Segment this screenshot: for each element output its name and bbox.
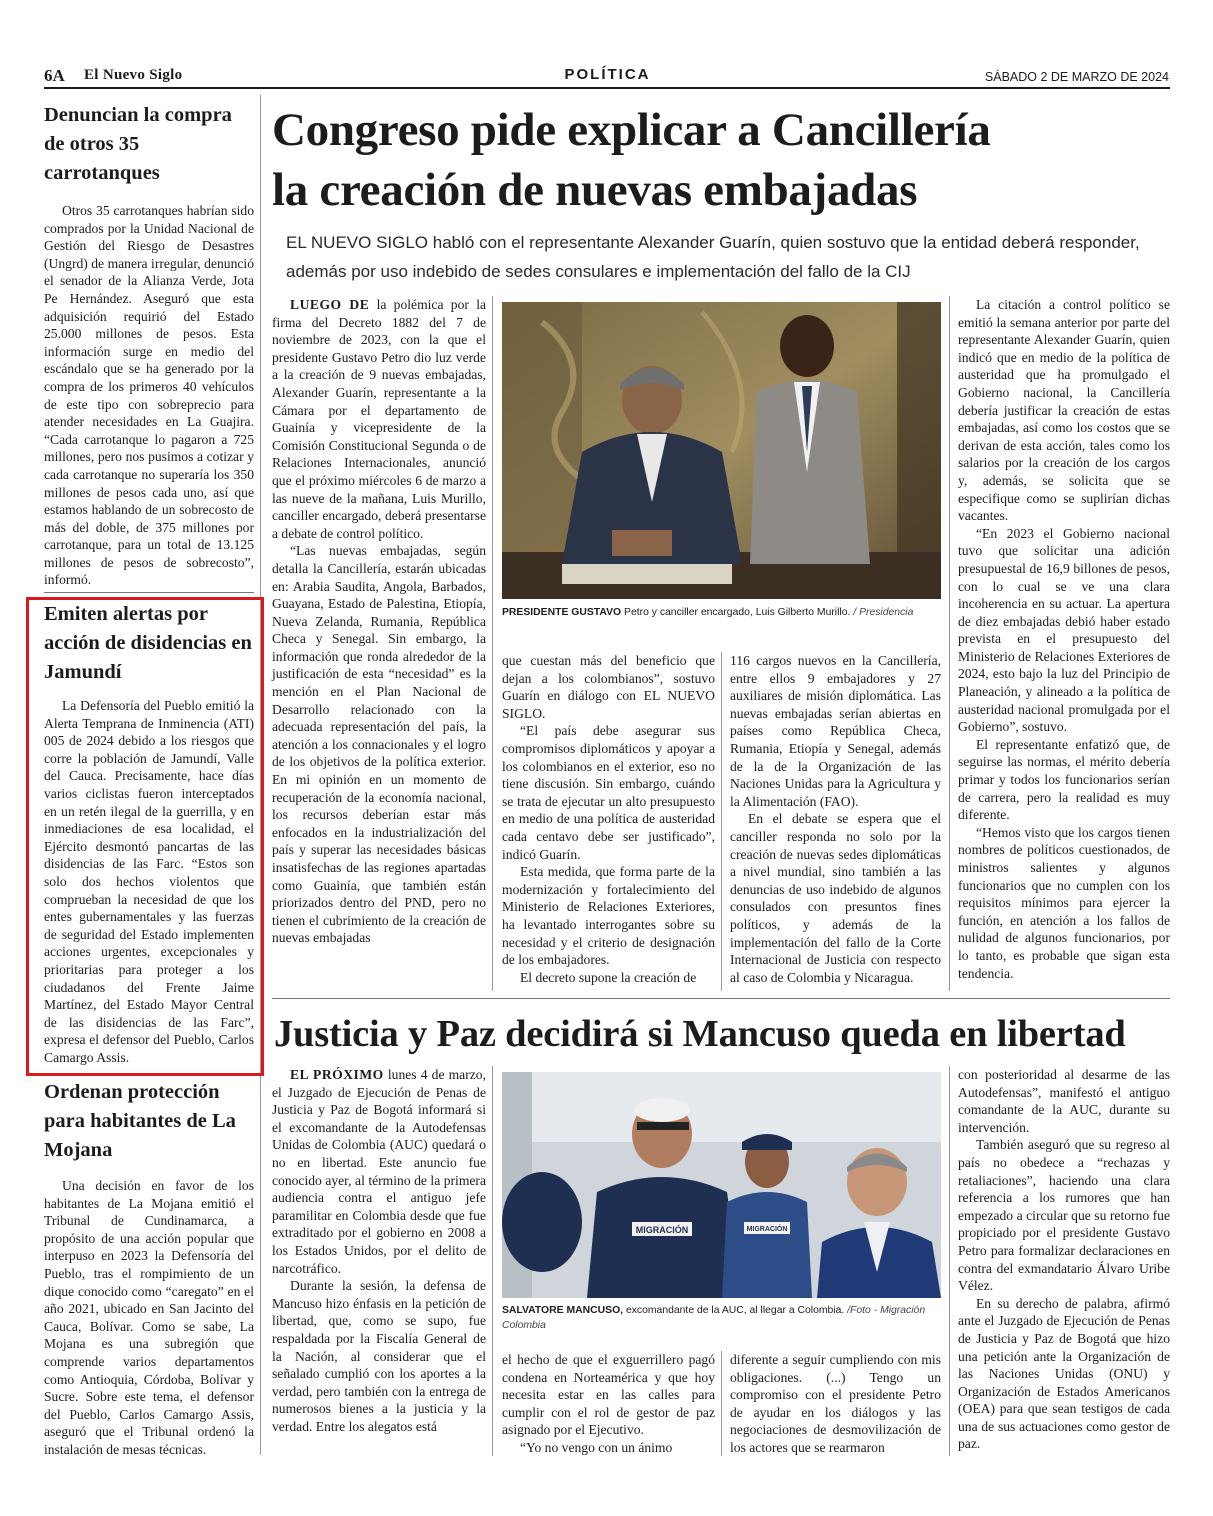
sidebar-story-jamundi — [44, 600, 254, 1066]
second-column-1: EL PRÓXIMO lunes 4 de marzo, el Juzgado de Ejecución de Penas de Justicia y Paz de Bogotá informará si el excomandante de la Autodefensas Unidas de Colombia (AUC) quedará o no en libertad. Este anuncio fue conocido ayer, al término de la primera audiencia contra el antiguo jefe paramilitar en Colombia desde que fue extraditado por el gobierno en 2008 a los Estados Unidos, por el delito de narcotráfico. Durante la sesión, la defensa de Mancuso hizo énfasis en la petición de libertad, que, como se supo, fue respaldada por la Fiscalía General de la Nación, al considerar que el señalado cumplió con los aportes a la verdad, pero también con la entrega de numerosos bienes a la justicia y la verdad. Entre los alegatos está — [272, 1067, 486, 1434]
main-headline: Congreso pide explicar a Cancillería la creación de nuevas embajadas — [272, 104, 991, 216]
lead-in: LUEGO DE — [290, 297, 370, 312]
photo-mancuso — [502, 1072, 941, 1298]
main-column-4: La citación a control político se emitió la semana anterior por parte del representante Alexander Guarín, quien indicó que en medio de la política de austeridad que ha promulgado el Gobierno nacional, la Cancillería debería justificar la creación de estas embajadas, así como los costos que se derivan de esta acción, tales como los salarios por la creación de los cargos y, además, se solicita que se especifique como se suplirían dichas vacantes. “En 2023 el Gobierno nacional tuvo que solicitar una adición presupuestal de 16,9 billones de pesos, con lo cual se ve una clara incoherencia en su actuar. La apertura de diez embajadas debió haber estado prevista en el presupuesto del Ministerio de Relaciones Exteriores de 2024, esto bajo la luz del Principio de Planeación, y alineado a la política de austeridad nacional promulgada por el Gobierno”, sostuvo. El representante enfatizó que, de seguirse las normas, el mérito debería primar y todos los funcionarios serían de carrera, pero la realidad es muy diferente. “Hemos visto que los cargos tienen nombres de políticos cuestionados, de ministros salientes y algunos funcionarios que no cumplen con los requisitos mínimos para ejercer la función, en atención a los fallos de nulidad de algunos funcionarios, por lo tanto, es probable que sigan esta tendencia. — [958, 297, 1170, 981]
issue-date: SÁBADO 2 DE MARZO DE 2024 — [984, 70, 1169, 84]
column-divider — [949, 1066, 950, 1456]
main-column-1: LUEGO DE la polémica por la firma del Decreto 1882 del 7 de noviembre de 2023, con la que el presidente Gustavo Petro dio luz verde a la creación de 9 nuevas embajadas, Alexander Guarín, representante a la Cámara por el departamento de Guainía y vicepresidente de la Comisión Constitucional Segunda o de Relaciones Internacionales, anunció que el próximo miércoles 6 de marzo a las nueve de la mañana, Luis Murillo, canciller encargado, deberá presentarse a debate de control político. “Las nuevas embajadas, según detalla la Cancillería, estarán ubicadas en: Arabia Saudita, Angola, Barbados, Guayana, Estado de Palestina, Etiopía, Nueva Zelanda, Rumania, República Checa y Senegal. Sin embargo, la información que ronda alrededor de la justificación de esta “necesidad” es la mención en el Plan Nacional de Desarrollo relacionado con la adecuada representación del país, la atención a los connacionales y el logro de los objetivos de la política exterior. En mi opinión en un momento de recuperación de la economía nacional, los recursos deberían estar más enfocados en la industrialización del país y superar las necesidades básicas insatisfechas de las regiones apartadas como Guainía, que también están priorizados dentro del PND, pero no tienen el cubrimiento de la creación de nuevas embajadas — [272, 297, 486, 946]
column-divider — [721, 652, 722, 991]
sidebar-body: Una decisión en favor de los habitantes de La Mojana emitió el Tribunal de Cundinamarca, a propósito de una acción popular que interpuso en 2023 la Defensoría del Pueblo, tras el rompimiento de un dique conocido como “caregato” en el año 2021, ubicado en San Jacinto del Cauca, Bolívar. Como se sabe, La Mojana es una subregión que comprende varios departamentos como Antioquia, Córdoba, Bolívar y Sucre. Sobre este tema, el defensor del Pueblo, Carlos Camargo Assis, aseguró que el Tribunal ordenó la instalación de mesas técnicas. — [44, 1178, 254, 1457]
main-column-2: que cuestan más del beneficio que dejan a los colombianos”, sostuvo Guarín en diálogo con EL NUEVO SIGLO. “El país debe asegurar sus compromisos diplomáticos y apoyar a los colombianos en el exterior, eso no tiene discusión. Sin embargo, cuándo se trata de ejecutar un alto presupuesto en medio de una política de austeridad cada centavo debe ser justificado”, indicó Guarín. Esta medida, que forma parte de la modernización y fortalecimiento del Ministerio de Relaciones Exteriores, ha levantado interrogantes sobre su necesidad y el criterio de designación de los embajadores. El decreto supone la creación de — [502, 653, 715, 985]
column-divider — [721, 1351, 722, 1456]
photo-caption: PRESIDENTE GUSTAVO Petro y canciller encargado, Luis Gilberto Murillo. / Presidencia — [502, 607, 914, 618]
second-column-3: diferente a seguir cumpliendo con mis obligaciones. (...) Tengo un compromiso con el presidente Petro de ayudar en los diálogos y las negociaciones de desmovilización de los actores que se rearmaron — [730, 1352, 941, 1455]
second-column-2: el hecho de que el exguerrillero pagó condena en Norteamérica y que hoy necesita estar en las calles para cumplir con el rol de gestor de paz asignado por el Ejecutivo. “Yo no vengo con un ánimo — [502, 1352, 715, 1455]
sidebar-body: La Defensoría del Pueblo emitió la Alerta Temprana de Inminencia (ATI) 005 de 2024 debido a los riesgos que corre la población de Jamundí, Valle del Cauca. Precisamente, hace días varios ciclistas fueron interceptados en un retén ilegal de la guerrilla, y en inmediaciones de esa localidad, el Ejército desmontó pancartas de las disidencias de las Farc. “Estos son solo dos hechos violentos que comprueban la necesidad de que los entes gubernamentales y las fuerzas de seguridad del Estado implementen acciones urgentes, excepcionales y prioritarias para proteger a los ciudadanos del Frente Jaime Martínez, del Estado Mayor Central de las disidencias de las Farc”, expresa el defensor del Pueblo, Carlos Camargo Assis. — [44, 698, 254, 1065]
sidebar-headline: Ordenan protección para habitantes de La Mojana — [44, 1081, 236, 1161]
newspaper-name: El Nuevo Siglo — [84, 67, 183, 83]
sidebar-divider-line — [44, 592, 254, 593]
photo-petro-murillo — [502, 302, 941, 599]
photo-mancuso-illustration — [502, 1072, 941, 1298]
sidebar-story-mojana — [44, 1078, 254, 1459]
story-divider — [272, 998, 1170, 999]
column-divider — [949, 296, 950, 991]
lead-in: EL PRÓXIMO — [290, 1067, 384, 1082]
second-column-4: con posterioridad al desarme de las Autodefensas”, manifestó el antiguo comandante de la AUC, durante su intervención. También aseguró que su regreso al país no obedece a “rechazas y retaliaciones”, haciendo una clara referencia a los rumores que han empezado a circular que su retorno fue propiciado por el presidente Gustavo Petro para formalizar declaraciones en contra del exmandatario Álvaro Uribe Vélez. En su derecho de palabra, afirmó ante el Juzgado de Ejecución de Penas de Justicia y Paz de Bogotá que hizo una petición ante la Organización de las Naciones Unidas (ONU) y Organización de Estados Americanos (OEA) para que sean testigos de cada una de sus actuaciones como gestor de paz. — [958, 1067, 1170, 1452]
photo-caption: SALVATORE MANCUSO, excomandante de la AUC, al llegar a Colombia. /Foto - Migración Colombia — [502, 1305, 926, 1331]
header-rule — [44, 87, 1170, 89]
sidebar-body: Otros 35 carrotanques habrían sido comprados por la Unidad Nacional de Gestión del Riesgo de Desastres (Ungrd) de manera irregular, denunció el senador de la Alianza Verde, Jota Pe Hernández. Aseguró que esta adquisición requirió del Estado 25.000 millones de pesos. Esta información surge en medio del escándalo que se ha generado por la compra de los primeros 40 vehículos de este tipo con sobreprecio para atender necesidades en La Guajira. “Cada carrotanque lo pagaron a 725 millones, pero nos pusimos a cotizar y cada carrotanque no superaría los 350 millones de pesos cada uno, así que estamos hablando de un sobrecosto de más del doble, de 375 millones por carrotanque, para un total de 13.125 millones de pesos de sobrecosto”, informó. — [44, 203, 254, 588]
main-column-3: 116 cargos nuevos en la Cancillería, entre ellos 9 embajadores y 27 auxiliares de misión diplomática. Las nuevas embajadas serían abiertas en países como República Checa, Rumania, Etiopía y Senegal, además de la de la Organización de las Naciones Unidas para la Agricultura y la Alimentación (FAO). En el debate se espera que el canciller responda no solo por la creación de nuevas sedes diplomáticas a nivel mundial, sino también a las denuncias de uso indebido de algunos consulados con presuntos fines políticos, y además de la implementación del fallo de la Corte Internacional de Justicia con respecto al caso de Colombia y Nicaragua. — [730, 653, 941, 985]
sidebar-headline: Emiten alertas por acción de disidencias en Jamundí — [44, 603, 252, 683]
column-divider — [492, 296, 493, 991]
section-title: POLÍTICA — [564, 66, 651, 83]
column-divider — [492, 1066, 493, 1456]
second-headline: Justicia y Paz decidirá si Mancuso queda en libertad — [274, 1013, 1126, 1055]
sidebar-headline: Denuncian la compra de otros 35 carrotanques — [44, 104, 232, 184]
photo-petro-murillo-illustration — [502, 302, 941, 599]
badge-text: MIGRACIÓN — [746, 1226, 788, 1233]
page-number: 6A — [44, 66, 65, 85]
badge-text: MIGRACIÓN — [635, 1225, 689, 1235]
sidebar-story-carrotanques — [44, 101, 254, 589]
main-deck: EL NUEVO SIGLO habló con el representante Alexander Guarín, quien sostuvo que la entidad deberá responder, además por uso indebido de sedes consulares e implementación del fallo de la CIJ — [286, 233, 1140, 281]
